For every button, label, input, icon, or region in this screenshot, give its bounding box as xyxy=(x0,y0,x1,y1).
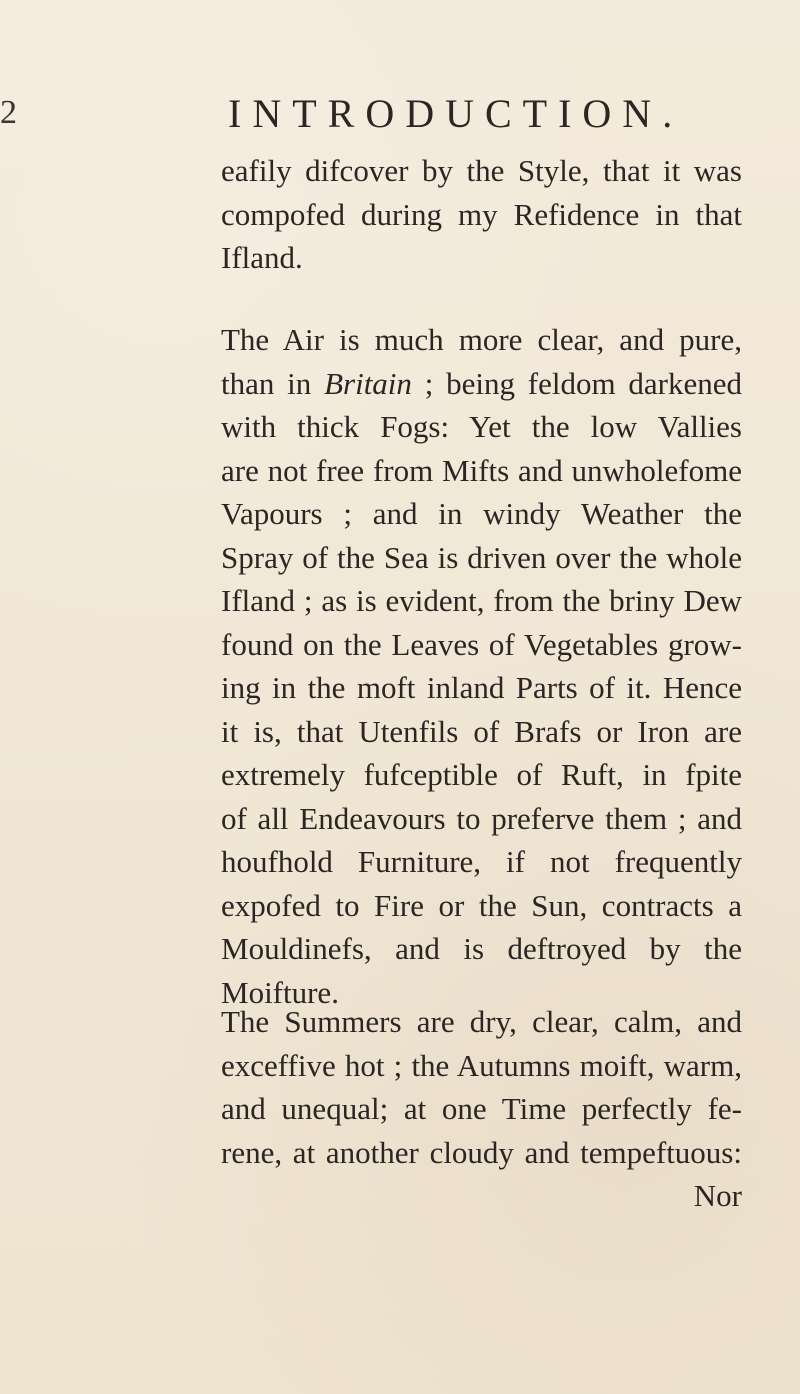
paragraph-1-line-2: compofed during my Refidence in that xyxy=(221,196,742,232)
paragraph-2-line-8: found on the Leaves of Vegetables grow- xyxy=(221,626,742,662)
paragraph-2-line-15: Mouldinefs, and is deftroyed by the xyxy=(221,931,742,966)
chapter-title: INTRODUCTION. xyxy=(228,91,684,136)
paragraph-1-line-3: Ifland. xyxy=(221,240,303,275)
paragraph-1 xyxy=(221,149,742,280)
paragraph-1-line-1: eafily difcover by the Style, that it was xyxy=(221,153,742,188)
paragraph-2-line-2-italic: Britain xyxy=(324,365,412,401)
running-header xyxy=(0,92,800,138)
page-number: 2 xyxy=(0,94,17,131)
paragraph-3 xyxy=(221,1000,742,1218)
paragraph-2-line-5: Vapours ; and in windy Weather the xyxy=(221,496,742,531)
paragraph-3-line-4: rene, at another cloudy and tempeftuous: xyxy=(221,1134,742,1170)
paragraph-2 xyxy=(221,318,742,1014)
paragraph-2-line-13: houfhold Furniture, if not frequently xyxy=(221,844,742,879)
paragraph-2-line-16: Moifture. xyxy=(221,974,339,1010)
paragraph-2-line-2-prefix: than in xyxy=(221,365,325,401)
paragraph-2-line-3: with thick Fogs: Yet the low Vallies xyxy=(221,409,742,444)
paragraph-2-line-4: are not free from Mifts and unwholefome xyxy=(221,452,742,488)
paragraph-2-line-2-suffix: ; being feldom darkened xyxy=(411,365,742,401)
paragraph-2-line-1: The Air is much more clear, and pure, xyxy=(221,322,742,357)
paragraph-2-line-7: Ifland ; as is evident, from the briny Dew xyxy=(221,583,742,618)
paragraph-2-line-9: ing in the moft inland Parts of it. Hence xyxy=(221,670,742,705)
catchword: Nor xyxy=(693,1178,742,1213)
paragraph-3-line-3: and unequal; at one Time perfectly fe- xyxy=(221,1091,742,1126)
paragraph-3-line-1: The Summers are dry, clear, calm, and xyxy=(221,1004,742,1039)
paragraph-2-line-10: it is, that Utenfils of Brafs or Iron are xyxy=(221,713,742,749)
paragraph-2-line-11: extremely fufceptible of Ruft, in fpite xyxy=(221,757,742,792)
paragraph-2-line-12: of all Endeavours to preferve them ; and xyxy=(221,800,742,836)
paragraph-2-line-6: Spray of the Sea is driven over the whole xyxy=(221,539,742,575)
paragraph-3-line-2: exceffive hot ; the Autumns moift, warm, xyxy=(221,1047,742,1083)
paragraph-2-line-2 xyxy=(221,362,742,406)
paragraph-2-line-14: expofed to Fire or the Sun, contracts a xyxy=(221,887,742,923)
